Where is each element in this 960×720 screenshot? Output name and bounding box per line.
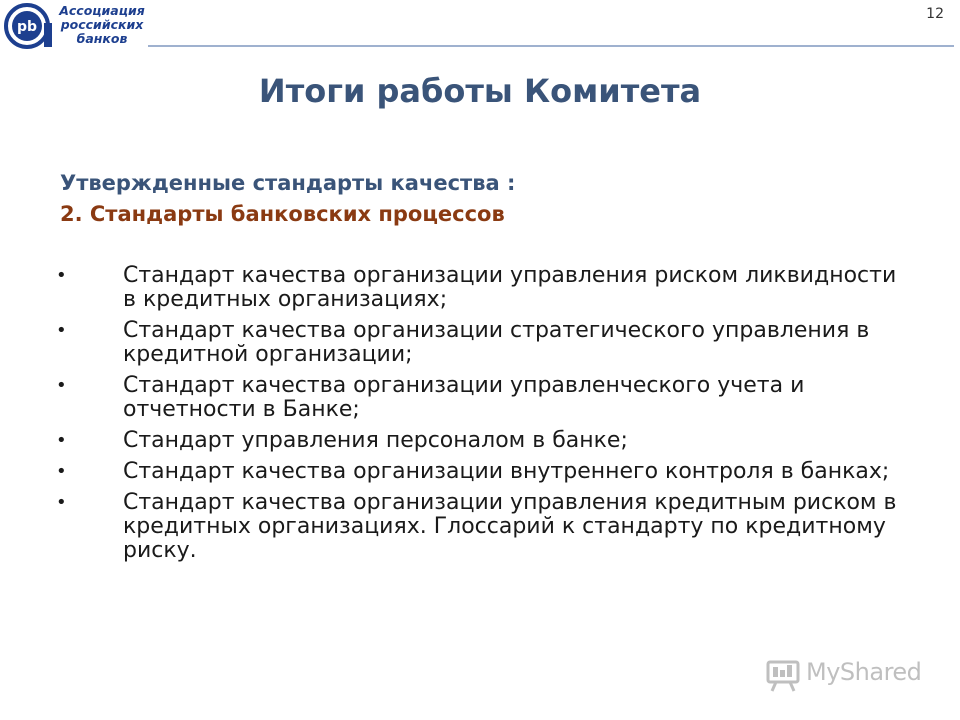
- association-logo: [4, 3, 146, 49]
- logo-mark-text: pb: [16, 19, 38, 35]
- bullet-icon: •: [56, 265, 67, 286]
- list-item: [56, 491, 916, 563]
- list-item-text: Стандарт качества организации управленческого учета и отчетности в Банке;: [123, 373, 805, 422]
- list-item: [56, 374, 916, 422]
- bullet-icon: •: [56, 461, 67, 482]
- rb-logo-icon: [4, 3, 52, 49]
- list-item: [56, 264, 916, 312]
- list-item: [56, 319, 916, 367]
- list-item-text: Стандарт управления персоналом в банке;: [123, 428, 628, 453]
- logo-text: [56, 4, 148, 46]
- page-number: 12: [926, 6, 944, 22]
- bullet-icon: •: [56, 430, 67, 451]
- list-item: [56, 460, 916, 484]
- list-item: [56, 429, 916, 453]
- subtitle-line-1: Утвержденные стандарты качества :: [60, 171, 516, 195]
- slide-header: [0, 0, 960, 54]
- bullet-icon: •: [56, 375, 67, 396]
- logo-line-3: банков: [76, 31, 128, 46]
- slide-title: Итоги работы Комитета: [258, 72, 702, 110]
- header-divider: [148, 45, 954, 47]
- logo-line-2: российских: [60, 17, 144, 32]
- list-item-text: Стандарт качества организации внутреннего контроля в банках;: [123, 459, 890, 484]
- watermark-text: MyShared: [806, 658, 922, 686]
- myshared-watermark: [766, 658, 936, 694]
- list-item-text: Стандарт качества организации управления риском ликвидности в кредитных организациях;: [123, 263, 897, 312]
- presentation-board-icon: [766, 660, 800, 692]
- list-item-text: Стандарт качества организации управления кредитным риском в кредитных организациях. Глоссарий к стандарту по кредитному риску.: [123, 490, 897, 563]
- bullet-icon: •: [56, 492, 67, 513]
- subtitle-line-2: 2. Стандарты банковских процессов: [60, 202, 505, 226]
- logo-line-1: Ассоциация: [59, 3, 145, 18]
- bullet-icon: •: [56, 320, 67, 341]
- list-item-text: Стандарт качества организации стратегического управления в кредитной организации;: [123, 318, 870, 367]
- standards-list: [56, 264, 916, 570]
- slide-subtitle: [60, 168, 920, 230]
